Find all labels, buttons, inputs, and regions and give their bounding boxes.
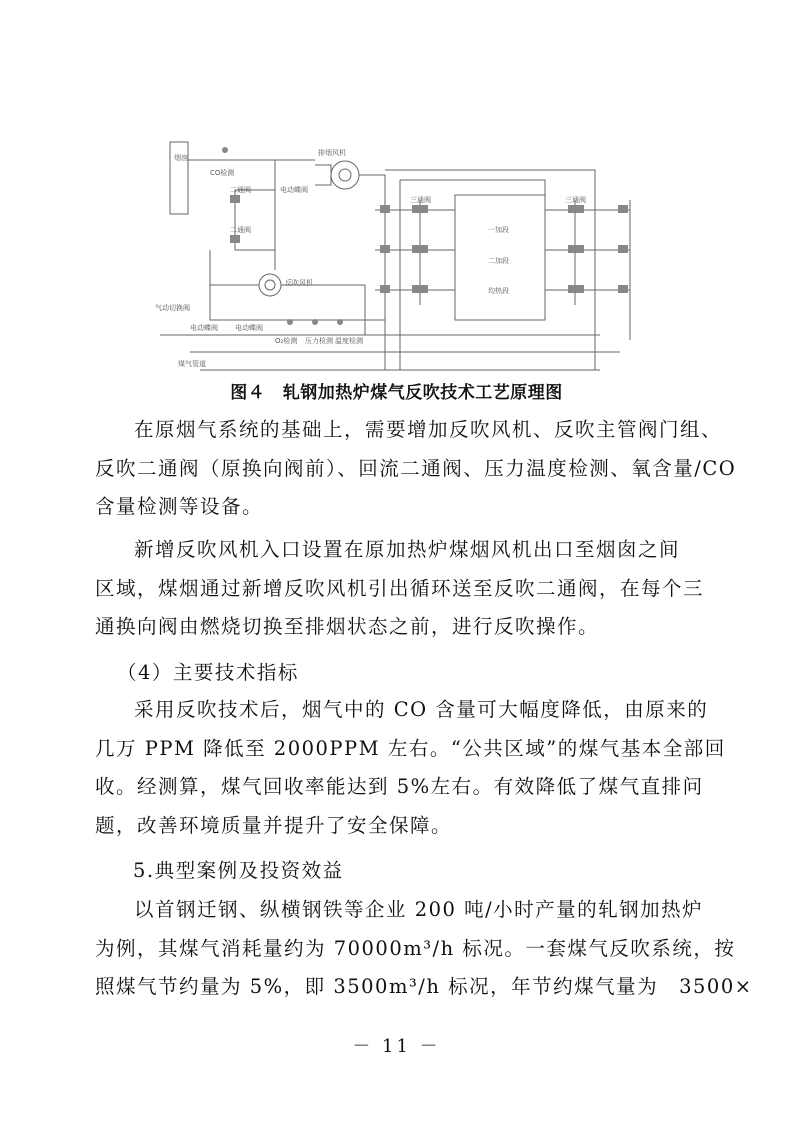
paragraph-4 xyxy=(95,891,753,1007)
label-exhaust-fan: 排烟风机 xyxy=(318,149,346,157)
paragraph-1 xyxy=(95,411,737,527)
p4-line1: 以首钢迁钢、纵横钢铁等企业 200 吨/小时产量的轧钢加热炉 xyxy=(134,898,704,921)
p1-line2: 反吹二通阀（原换向阀前）、回流二通阀、压力温度检测、氧含量/CO xyxy=(95,456,737,480)
label-zone3: 均热段 xyxy=(488,287,509,295)
page-number: － 11 － xyxy=(352,1036,441,1057)
label-two-way-1: 二通阀 xyxy=(230,186,251,194)
p4-line2: 为例，其煤气消耗量约为 70000m³/h 标况。一套煤气反吹系统，按 xyxy=(95,936,736,960)
label-temp: 温度检测 xyxy=(335,337,363,345)
label-o2: O₂检测 xyxy=(275,337,298,345)
p3-line4: 题，改善环境质量并提升了安全保障。 xyxy=(95,813,453,837)
p3-line2: 几万 PPM 降低至 2000PPM 左右。“公共区域”的煤气基本全部回 xyxy=(95,736,726,760)
p1-line3: 含量检测等设备。 xyxy=(95,495,264,518)
label-two-way-2: 二通阀 xyxy=(230,226,251,234)
diagram-svg xyxy=(150,130,650,375)
p2-line1: 新增反吹风机入口设置在原加热炉煤烟风机出口至烟囱之间 xyxy=(134,538,681,561)
label-electric-valve: 电动蝶阀 xyxy=(280,186,308,194)
label-zone2: 二加段 xyxy=(488,257,509,265)
label-co-detect: CO检测 xyxy=(210,169,235,177)
paragraph-3 xyxy=(95,691,726,845)
label-chimney: 烟囱 xyxy=(174,154,188,162)
p2-line3: 通换向阀由燃烧切换至排烟状态之前，进行反吹操作。 xyxy=(95,615,600,638)
label-ev-b: 电动蝶阀 xyxy=(235,324,263,332)
p1-line1: 在原烟气系统的基础上，需要增加反吹风机、反吹主管阀门组、 xyxy=(134,418,723,441)
label-ev-a: 电动蝶阀 xyxy=(190,324,218,332)
label-three-way-left: 三通阀 xyxy=(410,196,431,204)
heading-5: 5.典型案例及投资效益 xyxy=(133,859,344,882)
figure-caption: 图４ 轧钢加热炉煤气反吹技术工艺原理图 xyxy=(230,383,563,403)
label-zone1: 一加段 xyxy=(488,226,509,234)
process-diagram xyxy=(150,130,650,375)
back-blow-fan-icon xyxy=(259,274,281,296)
paragraph-2 xyxy=(95,531,715,647)
p3-line3: 收。经测算，煤气回收率能达到 5%左右。有效降低了煤气直排问 xyxy=(95,775,704,798)
label-three-way-right: 三通阀 xyxy=(565,196,586,204)
p2-line2: 区域，煤烟通过新增反吹风机引出循环送至反吹二通阀，在每个三 xyxy=(95,576,705,600)
p3-line1: 采用反吹技术后，烟气中的 CO 含量可大幅度降低，由原来的 xyxy=(134,698,709,721)
exhaust-fan-icon xyxy=(331,161,359,189)
label-pressure: 压力检测 xyxy=(305,337,333,345)
p4-line3: 照煤气节约量为 5%，即 3500m³/h 标况，年节约煤气量为 3500× xyxy=(95,975,753,998)
label-gas-pipe: 煤气管道 xyxy=(178,360,206,368)
chimney-shape xyxy=(170,142,188,214)
label-pneumatic-switch: 气动切换阀 xyxy=(155,304,190,312)
label-back-blow-fan: 反吹风机 xyxy=(285,279,313,287)
heading-4: （4）主要技术指标 xyxy=(117,661,299,684)
